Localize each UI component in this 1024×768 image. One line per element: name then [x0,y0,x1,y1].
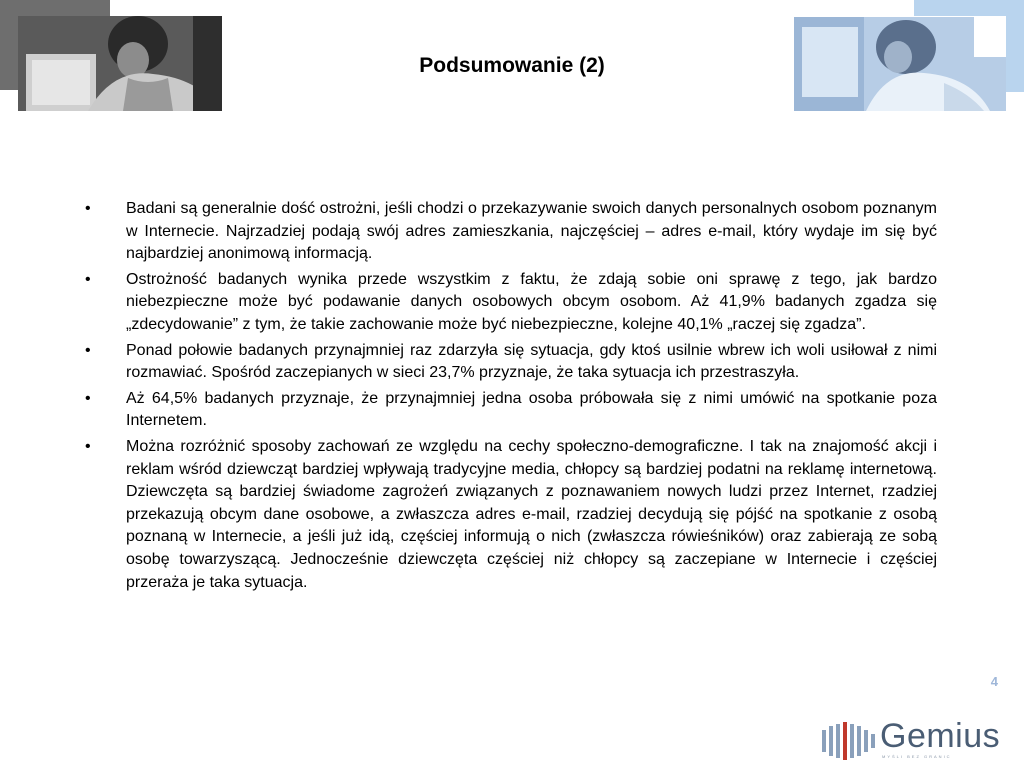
photo-left-illustration [18,16,222,111]
photo-right-illustration [794,17,1006,111]
bullet-text: Ponad połowie badanych przynajmniej raz zdarzyła się sytuacja, gdy ktoś usilnie wbrew ich woli usiłował z nimi rozmawiać. Spośród zaczepianych w sieci 23,7% przyznaje, że taka sytuacja ich przestraszyła. [126,341,937,382]
bullet-marker: • [85,341,91,359]
bullet-marker: • [85,200,91,217]
page-number: 4 [990,674,998,689]
bullet-text: Aż 64,5% badanych przyznaje, że przynajmniej jedna osoba próbowała się z nimi umówić na spotkanie poza Internetem. [126,389,937,430]
photo-person-at-computer-right [794,17,1006,111]
bullet-text: Badani są generalnie dość ostrożni, jeśli chodzi o przekazywanie swoich danych personalnych osobom poznanym w Internecie. Najrzadziej podają swój adres zamieszkania, najczęściej – adres e-mail, który wydaje im się być najbardziej anonimową informacją. [126,200,937,263]
bullet-text: Ostrożność badanych wynika przede wszystkim z faktu, że zdają sobie oni sprawę z tego, jak bardzo niebezpieczne może być podawanie danych osobowych obcym osobom. Aż 41,9% badanych zgadza się „zdecydowanie” z tym, że takie zachowanie może być niebezpieczne, kolejne 40,1% „raczej się zgadza”. [126,270,937,333]
gemius-logo [820,716,1016,762]
bullet-item [85,269,937,337]
bullet-item [85,340,937,385]
photo-person-at-computer-left [18,16,222,111]
bullet-item [85,198,937,266]
corner-decoration-right [1006,0,1024,92]
bullet-text: Można rozróżnić sposoby zachowań ze względu na cechy społeczno-demograficzne. I tak na znajomość akcji i reklam wśród dziewcząt bardziej wpływają tradycyjne media, chłopcy są bardziej podatni na reklamę internetową. Dziewczęta są bardziej świadome zagrożeń związanych z poznawaniem nowych ludzi przez Internet, rzadziej przekazują obcym dane osobowe, a zwłaszcza adres e-mail, rzadziej decydują się pójść na spotkanie z osobą poznaną w Internecie, a jeśli już idą, częściej informują o nich (zwłaszcza rówieśników) oraz zabierają ze sobą osobę towarzyszącą. Jednocześnie dziewczęta częściej niż chłopcy są zaczepiane w Internecie i częściej przeraża je taka sytuacja. [126,437,937,591]
gemius-logo-word: Gemius [880,717,1001,755]
bullet-item [85,388,937,433]
corner-decoration-left [0,0,18,90]
gemius-logo-bars-icon [820,716,878,762]
bullet-marker: • [85,437,91,455]
bullet-item [85,436,937,594]
gemius-logo-tagline: MYŚLI BEZ GRANIC [882,754,952,759]
summary-bullet-list [85,198,937,597]
slide-title: Podsumowanie (2) [419,54,605,77]
bullet-marker: • [85,270,91,288]
corner-decoration-left-top [18,0,110,16]
bullet-marker: • [85,389,91,407]
